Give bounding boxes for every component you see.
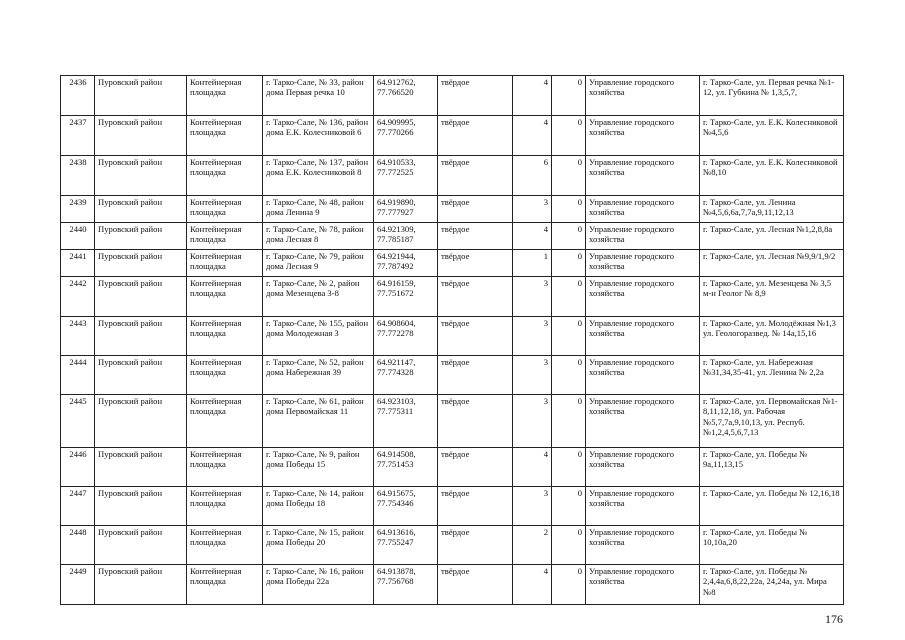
cell-served: г. Тарко-Сале, ул. Е.К. Колесниковой №8,10	[700, 156, 844, 196]
cell-coords: 64.910533, 77.772525	[374, 156, 438, 196]
cell-surface: твёрдое	[438, 565, 513, 605]
cell-type: Контейнерная площадка	[187, 156, 263, 196]
cell-type: Контейнерная площадка	[187, 448, 263, 487]
cell-containers: 6	[513, 156, 552, 196]
cell-coords: 64.908604, 77.772278	[374, 317, 438, 356]
cell-containers: 3	[513, 356, 552, 395]
cell-id: 2449	[61, 565, 95, 605]
table-row	[61, 223, 844, 250]
cell-address: г. Тарко-Сале, № 155, район дома Молодежная 3	[263, 317, 374, 356]
cell-id: 2447	[61, 487, 95, 526]
cell-id: 2442	[61, 277, 95, 317]
cell-surface: твёрдое	[438, 277, 513, 317]
cell-coords: 64.923103, 77.775311	[374, 395, 438, 448]
cell-bunkers: 0	[552, 223, 586, 250]
cell-district: Пуровский район	[95, 196, 187, 223]
cell-coords: 64.921309, 77.785187	[374, 223, 438, 250]
cell-owner: Управление городского хозяйства	[586, 356, 700, 395]
cell-type: Контейнерная площадка	[187, 196, 263, 223]
cell-containers: 1	[513, 250, 552, 277]
cell-bunkers: 0	[552, 356, 586, 395]
cell-coords: 64.915675, 77.754346	[374, 487, 438, 526]
cell-district: Пуровский район	[95, 223, 187, 250]
cell-id: 2438	[61, 156, 95, 196]
cell-owner: Управление городского хозяйства	[586, 317, 700, 356]
cell-address: г. Тарко-Сале, № 79, район дома Лесная 9	[263, 250, 374, 277]
table-row	[61, 395, 844, 448]
cell-surface: твёрдое	[438, 250, 513, 277]
cell-served: г. Тарко-Сале, ул. Мезенцева № 3,5 м-н Геолог № 8,9	[700, 277, 844, 317]
cell-served: г. Тарко-Сале, ул. Е.К. Колесниковой №4,5,6	[700, 116, 844, 156]
cell-surface: твёрдое	[438, 356, 513, 395]
cell-surface: твёрдое	[438, 526, 513, 565]
cell-address: г. Тарко-Сале, № 16, район дома Победы 22а	[263, 565, 374, 605]
cell-id: 2437	[61, 116, 95, 156]
cell-type: Контейнерная площадка	[187, 223, 263, 250]
cell-type: Контейнерная площадка	[187, 487, 263, 526]
cell-bunkers: 0	[552, 277, 586, 317]
cell-owner: Управление городского хозяйства	[586, 487, 700, 526]
cell-address: г. Тарко-Сале, № 137, район дома Е.К. Колесниковой 8	[263, 156, 374, 196]
cell-type: Контейнерная площадка	[187, 277, 263, 317]
cell-district: Пуровский район	[95, 356, 187, 395]
cell-served: г. Тарко-Сале, ул. Набережная №31,34,35-41, ул. Ленина № 2,2а	[700, 356, 844, 395]
cell-owner: Управление городского хозяйства	[586, 526, 700, 565]
cell-address: г. Тарко-Сале, № 33, район дома Первая речка 10	[263, 76, 374, 116]
cell-bunkers: 0	[552, 317, 586, 356]
cell-district: Пуровский район	[95, 526, 187, 565]
cell-bunkers: 0	[552, 565, 586, 605]
cell-surface: твёрдое	[438, 317, 513, 356]
cell-owner: Управление городского хозяйства	[586, 565, 700, 605]
cell-coords: 64.921944, 77.787492	[374, 250, 438, 277]
cell-owner: Управление городского хозяйства	[586, 223, 700, 250]
table-row	[61, 277, 844, 317]
cell-bunkers: 0	[552, 487, 586, 526]
table-row	[61, 356, 844, 395]
cell-coords: 64.921147, 77.774328	[374, 356, 438, 395]
cell-owner: Управление городского хозяйства	[586, 156, 700, 196]
cell-id: 2444	[61, 356, 95, 395]
cell-containers: 4	[513, 223, 552, 250]
cell-district: Пуровский район	[95, 395, 187, 448]
cell-owner: Управление городского хозяйства	[586, 277, 700, 317]
cell-owner: Управление городского хозяйства	[586, 76, 700, 116]
cell-served: г. Тарко-Сале, ул. Лесная №1,2,8,8а	[700, 223, 844, 250]
cell-owner: Управление городского хозяйства	[586, 250, 700, 277]
cell-type: Контейнерная площадка	[187, 395, 263, 448]
cell-surface: твёрдое	[438, 487, 513, 526]
cell-bunkers: 0	[552, 116, 586, 156]
cell-address: г. Тарко-Сале, № 48, район дома Ленина 9	[263, 196, 374, 223]
cell-surface: твёрдое	[438, 395, 513, 448]
cell-address: г. Тарко-Сале, № 78, район дома Лесная 8	[263, 223, 374, 250]
cell-bunkers: 0	[552, 395, 586, 448]
cell-id: 2441	[61, 250, 95, 277]
table-row	[61, 487, 844, 526]
cell-type: Контейнерная площадка	[187, 356, 263, 395]
table-row	[61, 317, 844, 356]
cell-id: 2436	[61, 76, 95, 116]
cell-coords: 64.916159, 77.751672	[374, 277, 438, 317]
table-row	[61, 116, 844, 156]
cell-served: г. Тарко-Сале, ул. Победы № 9а,11,13,15	[700, 448, 844, 487]
cell-surface: твёрдое	[438, 76, 513, 116]
cell-bunkers: 0	[552, 156, 586, 196]
table-row	[61, 250, 844, 277]
cell-type: Контейнерная площадка	[187, 565, 263, 605]
cell-district: Пуровский район	[95, 250, 187, 277]
cell-coords: 64.912762, 77.766520	[374, 76, 438, 116]
cell-id: 2445	[61, 395, 95, 448]
cell-owner: Управление городского хозяйства	[586, 196, 700, 223]
cell-type: Контейнерная площадка	[187, 526, 263, 565]
cell-containers: 3	[513, 277, 552, 317]
cell-containers: 3	[513, 196, 552, 223]
cell-id: 2448	[61, 526, 95, 565]
cell-served: г. Тарко-Сале, ул. Первая речка №1-12, ул. Губкина № 1,3,5,7,	[700, 76, 844, 116]
table-row	[61, 565, 844, 605]
cell-address: г. Тарко-Сале, № 15, район дома Победы 20	[263, 526, 374, 565]
cell-type: Контейнерная площадка	[187, 250, 263, 277]
cell-bunkers: 0	[552, 448, 586, 487]
table-row	[61, 448, 844, 487]
cell-address: г. Тарко-Сале, № 61, район дома Первомайская 11	[263, 395, 374, 448]
cell-district: Пуровский район	[95, 448, 187, 487]
table-row	[61, 156, 844, 196]
cell-id: 2440	[61, 223, 95, 250]
cell-district: Пуровский район	[95, 156, 187, 196]
cell-district: Пуровский район	[95, 116, 187, 156]
cell-served: г. Тарко-Сале, ул. Победы № 12,16,18	[700, 487, 844, 526]
cell-district: Пуровский район	[95, 487, 187, 526]
table-row	[61, 76, 844, 116]
table-row	[61, 196, 844, 223]
cell-served: г. Тарко-Сале, ул. Лесная №9,9/1,9/2	[700, 250, 844, 277]
page-number: 176	[825, 612, 843, 626]
cell-containers: 4	[513, 116, 552, 156]
cell-containers: 3	[513, 395, 552, 448]
cell-served: г. Тарко-Сале, ул. Молодёжная №1,3 ул. Геологоразвед. № 14а,15,16	[700, 317, 844, 356]
cell-district: Пуровский район	[95, 317, 187, 356]
cell-id: 2439	[61, 196, 95, 223]
cell-bunkers: 0	[552, 526, 586, 565]
cell-district: Пуровский район	[95, 76, 187, 116]
cell-coords: 64.919890, 77.777927	[374, 196, 438, 223]
cell-surface: твёрдое	[438, 196, 513, 223]
cell-containers: 2	[513, 526, 552, 565]
cell-bunkers: 0	[552, 250, 586, 277]
cell-surface: твёрдое	[438, 116, 513, 156]
cell-served: г. Тарко-Сале, ул. Победы № 2,4,4а,6,8,22,22а, 24,24а, ул. Мира №8	[700, 565, 844, 605]
cell-served: г. Тарко-Сале, ул. Победы № 10,10а,20	[700, 526, 844, 565]
cell-coords: 64.914508, 77.751453	[374, 448, 438, 487]
cell-containers: 4	[513, 76, 552, 116]
cell-coords: 64.913616, 77.755247	[374, 526, 438, 565]
cell-surface: твёрдое	[438, 448, 513, 487]
cell-containers: 3	[513, 317, 552, 356]
table-row	[61, 526, 844, 565]
cell-surface: твёрдое	[438, 156, 513, 196]
cell-type: Контейнерная площадка	[187, 76, 263, 116]
cell-address: г. Тарко-Сале, № 52, район дома Набережная 39	[263, 356, 374, 395]
cell-coords: 64.913878, 77.756768	[374, 565, 438, 605]
cell-id: 2443	[61, 317, 95, 356]
cell-bunkers: 0	[552, 76, 586, 116]
cell-owner: Управление городского хозяйства	[586, 395, 700, 448]
cell-served: г. Тарко-Сале, ул. Ленина №4,5,6,6а,7,7а,9,11,12,13	[700, 196, 844, 223]
cell-type: Контейнерная площадка	[187, 317, 263, 356]
cell-containers: 4	[513, 565, 552, 605]
cell-district: Пуровский район	[95, 277, 187, 317]
cell-coords: 64.909995, 77.770266	[374, 116, 438, 156]
cell-address: г. Тарко-Сале, № 14, район дома Победы 18	[263, 487, 374, 526]
cell-district: Пуровский район	[95, 565, 187, 605]
cell-containers: 3	[513, 487, 552, 526]
cell-id: 2446	[61, 448, 95, 487]
cell-address: г. Тарко-Сале, № 136, район дома Е.К. Колесниковой 6	[263, 116, 374, 156]
cell-surface: твёрдое	[438, 223, 513, 250]
cell-served: г. Тарко-Сале, ул. Первомайская №1-8,11,12,18, ул. Рабочая №5,7,7а,9,10,13, ул. Респуб. №1,2,4,5,6,7,13	[700, 395, 844, 448]
cell-containers: 4	[513, 448, 552, 487]
cell-bunkers: 0	[552, 196, 586, 223]
cell-address: г. Тарко-Сале, № 9, район дома Победы 15	[263, 448, 374, 487]
cell-owner: Управление городского хозяйства	[586, 116, 700, 156]
waste-sites-table	[60, 75, 844, 605]
cell-address: г. Тарко-Сале, № 2, район дома Мезенцева 3-8	[263, 277, 374, 317]
cell-owner: Управление городского хозяйства	[586, 448, 700, 487]
cell-type: Контейнерная площадка	[187, 116, 263, 156]
